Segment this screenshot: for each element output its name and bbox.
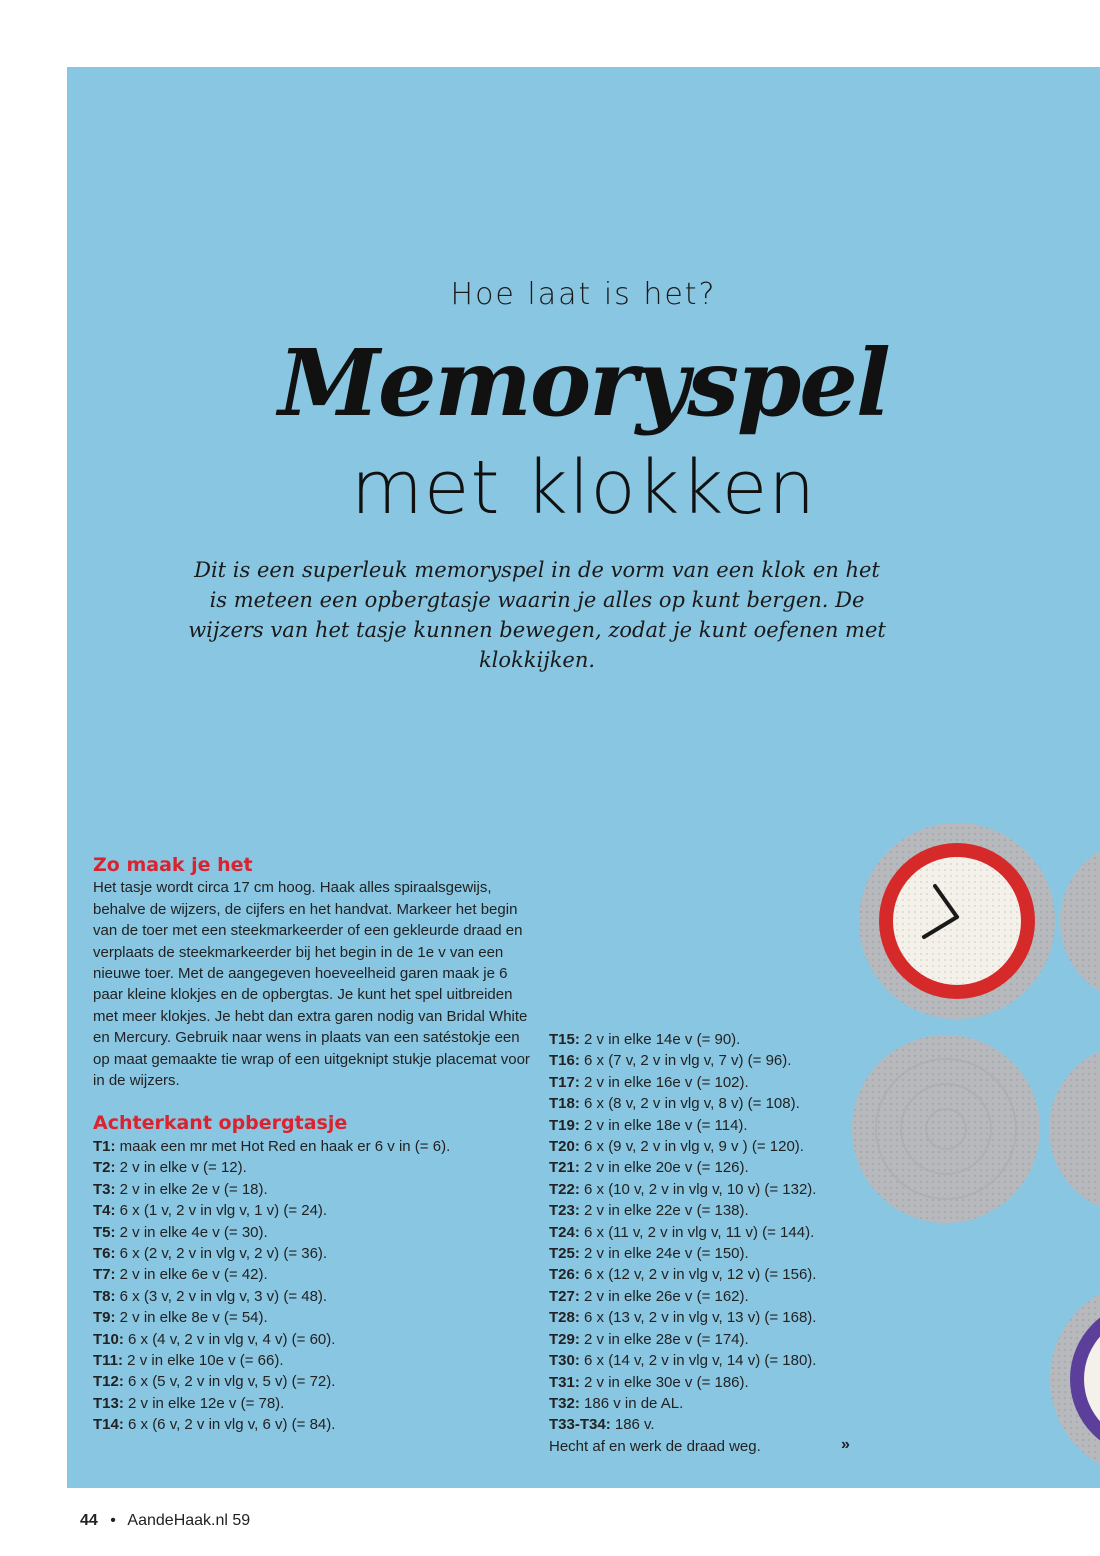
round-item: [549, 1200, 869, 1221]
page-footer: [80, 1512, 250, 1530]
round-text: 2 v in elke 26e v (= 162).: [579, 1287, 749, 1305]
round-label: T25:: [549, 1245, 580, 1263]
round-text: 2 v in elke 14e v (= 90).: [579, 1031, 741, 1048]
magazine-name: AandeHaak.nl 59: [127, 1512, 251, 1529]
round-text: 2 v in elke 8e v (= 54).: [115, 1309, 268, 1327]
kicker: Hoe laat is het?: [450, 277, 717, 312]
round-item: [549, 1222, 869, 1243]
round-text: 2 v in elke 20e v (= 126).: [579, 1159, 749, 1177]
round-item: [93, 1286, 533, 1307]
round-text: 6 x (14 v, 2 v in vlg v, 14 v) (= 180).: [579, 1352, 817, 1370]
rounds-list-right: [549, 1029, 869, 1436]
round-text: 2 v in elke 4e v (= 30).: [115, 1223, 268, 1241]
round-item: [93, 1264, 533, 1285]
round-label: T6:: [93, 1244, 116, 1262]
round-text: 6 x (4 v, 2 v in vlg v, 4 v) (= 60).: [123, 1330, 336, 1348]
round-label: T5:: [93, 1223, 116, 1241]
round-item: [93, 1179, 533, 1200]
footer-bullet: •: [110, 1512, 116, 1529]
round-label: T31:: [549, 1373, 580, 1391]
round-item: [549, 1136, 869, 1157]
round-item: [549, 1307, 869, 1328]
page-number: 44: [80, 1512, 98, 1529]
round-label: T16:: [549, 1052, 580, 1070]
round-label: T21:: [549, 1159, 580, 1177]
left-column: [93, 855, 533, 1436]
round-text: 6 x (13 v, 2 v in vlg v, 13 v) (= 168).: [579, 1309, 817, 1327]
round-item: [549, 1115, 869, 1136]
round-label: T8:: [93, 1287, 116, 1305]
clock-coaster-red-icon: [859, 823, 1055, 1019]
round-text: 2 v in elke v (= 12).: [115, 1159, 247, 1177]
round-text: 6 x (12 v, 2 v in vlg v, 12 v) (= 156).: [579, 1266, 817, 1284]
title-subtitle: met klokken: [350, 445, 817, 531]
round-item: [549, 1372, 869, 1393]
coaster-grey-icon: [1060, 839, 1100, 1003]
round-label: T22:: [549, 1180, 580, 1198]
round-text: maak een mr met Hot Red en haak er 6 v in (= 6).: [115, 1137, 451, 1155]
instructions-paragraph: Het tasje wordt circa 17 cm hoog. Haak alles spiraalsgewijs, behalve de wijzers, de cijfers en het handvat. Markeer het begin van de toer met een steekmarkeerder of een gekleurde draad en verplaats de steekmarkeerder bij het begin in de 1e v van een nieuwe toer. Met de aangegeven hoeveelheid garen maak je 6 paar kleine klokjes en de opbergtas. Je kunt het spel uitbreiden met meer klokjes. Je hebt dan extra garen nodig van Bridal White en Mercury. Gebruik naar wens in plaats van een satéstokje een op maat gemaakte tie wrap of een uitgeknipt stukje placemat voor in de wijzers.: [93, 879, 530, 1090]
round-item: [93, 1350, 533, 1371]
round-label: T14:: [93, 1416, 124, 1434]
round-item: [93, 1136, 533, 1157]
round-label: T19:: [549, 1116, 580, 1134]
round-text: 2 v in elke 22e v (= 138).: [579, 1202, 749, 1220]
coaster-grey-icon: [852, 1035, 1040, 1223]
round-item: [93, 1393, 533, 1414]
round-label: T4:: [93, 1202, 116, 1220]
round-item: [93, 1307, 533, 1328]
round-label: T15:: [549, 1031, 580, 1048]
round-label: T20:: [549, 1138, 580, 1156]
cover-panel: [67, 67, 1100, 1488]
round-text: 2 v in elke 16e v (= 102).: [579, 1073, 749, 1091]
round-text: 6 x (7 v, 2 v in vlg v, 7 v) (= 96).: [579, 1052, 792, 1070]
clock-coaster-purple-icon: [1050, 1281, 1100, 1477]
round-item: [549, 1286, 869, 1307]
round-label: T18:: [549, 1095, 580, 1113]
round-label: T2:: [93, 1159, 116, 1177]
round-text: 2 v in elke 30e v (= 186).: [579, 1373, 749, 1391]
round-text: 6 x (5 v, 2 v in vlg v, 5 v) (= 72).: [123, 1373, 336, 1391]
round-text: 6 x (11 v, 2 v in vlg v, 11 v) (= 144).: [579, 1223, 815, 1241]
round-text: 2 v in elke 18e v (= 114).: [579, 1116, 748, 1134]
round-label: T23:: [549, 1202, 580, 1220]
right-column: [549, 1029, 869, 1457]
round-item: [549, 1264, 869, 1285]
round-item: [549, 1157, 869, 1178]
round-text: 6 x (2 v, 2 v in vlg v, 2 v) (= 36).: [115, 1244, 328, 1262]
round-label: T28:: [549, 1309, 580, 1327]
round-text: 186 v.: [610, 1416, 655, 1434]
round-label: T29:: [549, 1330, 580, 1348]
round-label: T33-T34:: [549, 1416, 611, 1434]
round-item: [93, 1157, 533, 1178]
round-text: 186 v in de AL.: [579, 1394, 684, 1412]
round-label: T13:: [93, 1394, 124, 1412]
round-label: T3:: [93, 1180, 116, 1198]
section-heading-zo-maak-je-het: Zo maak je het: [93, 854, 253, 876]
round-text: 6 x (10 v, 2 v in vlg v, 10 v) (= 132).: [579, 1180, 817, 1198]
round-item: [549, 1093, 869, 1114]
round-label: T11:: [93, 1351, 124, 1369]
round-item: [93, 1222, 533, 1243]
round-text: 6 x (6 v, 2 v in vlg v, 6 v) (= 84).: [123, 1416, 336, 1434]
round-label: T17:: [549, 1073, 580, 1091]
round-label: T26:: [549, 1266, 580, 1284]
round-label: T30:: [549, 1352, 580, 1370]
round-item: [93, 1243, 533, 1264]
round-label: T1:: [93, 1137, 116, 1155]
round-item: [549, 1179, 869, 1200]
continue-arrow-icon: »: [841, 1436, 850, 1453]
round-label: T10:: [93, 1330, 124, 1348]
round-item: [93, 1371, 533, 1392]
round-label: T27:: [549, 1287, 580, 1305]
round-item: [549, 1393, 869, 1414]
closing-line: Hecht af en werk de draad weg.: [549, 1437, 761, 1455]
round-item: [549, 1050, 869, 1071]
round-item: [93, 1200, 533, 1221]
round-label: T7:: [93, 1266, 116, 1284]
round-item: [549, 1072, 869, 1093]
round-text: 6 x (3 v, 2 v in vlg v, 3 v) (= 48).: [115, 1287, 328, 1305]
round-text: 2 v in elke 28e v (= 174).: [579, 1330, 749, 1348]
round-text: 2 v in elke 6e v (= 42).: [115, 1266, 268, 1284]
round-text: 2 v in elke 2e v (= 18).: [115, 1180, 268, 1198]
round-item: [93, 1329, 533, 1350]
intro-paragraph: Dit is een superleuk memoryspel in de vorm van een klok en het is meteen een opbergtasje waarin je alles op kunt bergen. De wijzers van het tasje kunnen bewegen, zodat je kunt oefenen met klokkijken.: [188, 558, 886, 672]
section-heading-achterkant: Achterkant opbergtasje: [93, 1112, 348, 1135]
round-text: 2 v in elke 12e v (= 78).: [123, 1394, 285, 1412]
round-item: [549, 1029, 869, 1050]
round-text: 6 x (9 v, 2 v in vlg v, 9 v ) (= 120).: [579, 1138, 804, 1156]
round-item: [549, 1350, 869, 1371]
round-text: 6 x (8 v, 2 v in vlg v, 8 v) (= 108).: [579, 1095, 800, 1113]
round-item: [549, 1414, 869, 1435]
round-label: T24:: [549, 1223, 580, 1241]
coaster-grey-icon: [1049, 1044, 1100, 1214]
round-text: 2 v in elke 10e v (= 66).: [123, 1351, 284, 1369]
title-script: Memoryspel: [278, 329, 889, 437]
round-text: 6 x (1 v, 2 v in vlg v, 1 v) (= 24).: [115, 1202, 328, 1220]
round-item: [549, 1243, 869, 1264]
round-item: [93, 1414, 533, 1435]
crochet-coasters-photo: [852, 819, 1100, 1479]
round-item: [549, 1329, 869, 1350]
round-text: 2 v in elke 24e v (= 150).: [579, 1245, 749, 1263]
round-label: T32:: [549, 1394, 580, 1412]
round-label: T9:: [93, 1309, 116, 1327]
round-label: T12:: [93, 1373, 124, 1391]
rounds-list-left: [93, 1136, 533, 1436]
